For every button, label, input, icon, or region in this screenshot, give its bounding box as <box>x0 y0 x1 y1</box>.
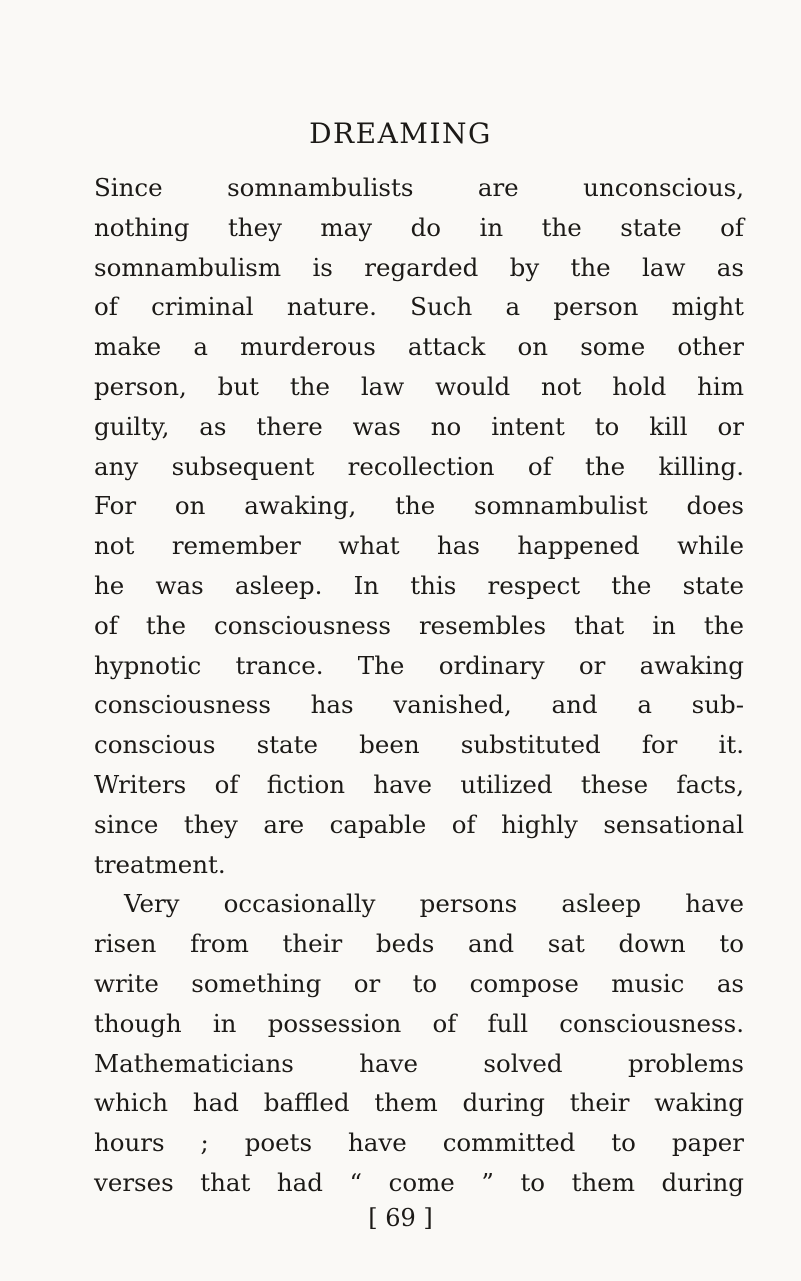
text-line: treatment. <box>94 849 226 879</box>
text-line: For on awaking, the somnambulist does <box>94 491 744 521</box>
text-line: though in possession of full consciousness. <box>94 1008 744 1038</box>
text-line: somnambulism is regarded by the law as <box>94 252 744 282</box>
text-line: which had baffled them during their waking <box>94 1088 744 1118</box>
text-line: Writers of fiction have utilized these facts, <box>94 769 744 799</box>
text-line: not remember what has happened while <box>94 531 744 561</box>
text-line: write something or to compose music as <box>94 968 744 998</box>
text-line: of criminal nature. Such a person might <box>94 292 744 322</box>
text-line: any subsequent recollection of the killing. <box>94 451 744 481</box>
paragraph-2 <box>94 884 744 1202</box>
text-line: person, but the law would not hold him <box>94 371 744 401</box>
text-line: he was asleep. In this respect the state <box>94 570 744 600</box>
text-line: make a murderous attack on some other <box>94 332 744 362</box>
text-line: Very occasionally persons asleep have <box>124 889 744 919</box>
text-line: guilty, as there was no intent to kill or <box>94 411 744 441</box>
text-line: verses that had “ come ” to them during <box>94 1167 744 1197</box>
text-line: consciousness has vanished, and a sub- <box>94 690 744 720</box>
text-line: Mathematicians have solved problems <box>94 1048 744 1078</box>
text-line: nothing they may do in the state of <box>94 212 744 242</box>
body-text <box>94 168 744 1203</box>
text-line: of the consciousness resembles that in the <box>94 610 744 640</box>
text-line: conscious state been substituted for it. <box>94 730 744 760</box>
text-line: since they are capable of highly sensational <box>94 809 744 839</box>
text-line: hours ; poets have committed to paper <box>94 1128 744 1158</box>
text-line: Since somnambulists are unconscious, <box>94 173 744 202</box>
running-head: DREAMING <box>309 117 492 150</box>
text-line: risen from their beds and sat down to <box>94 929 744 959</box>
paragraph-1 <box>94 168 744 884</box>
text-line: hypnotic trance. The ordinary or awaking <box>94 650 744 680</box>
page-number: [ 69 ] <box>368 1204 433 1232</box>
